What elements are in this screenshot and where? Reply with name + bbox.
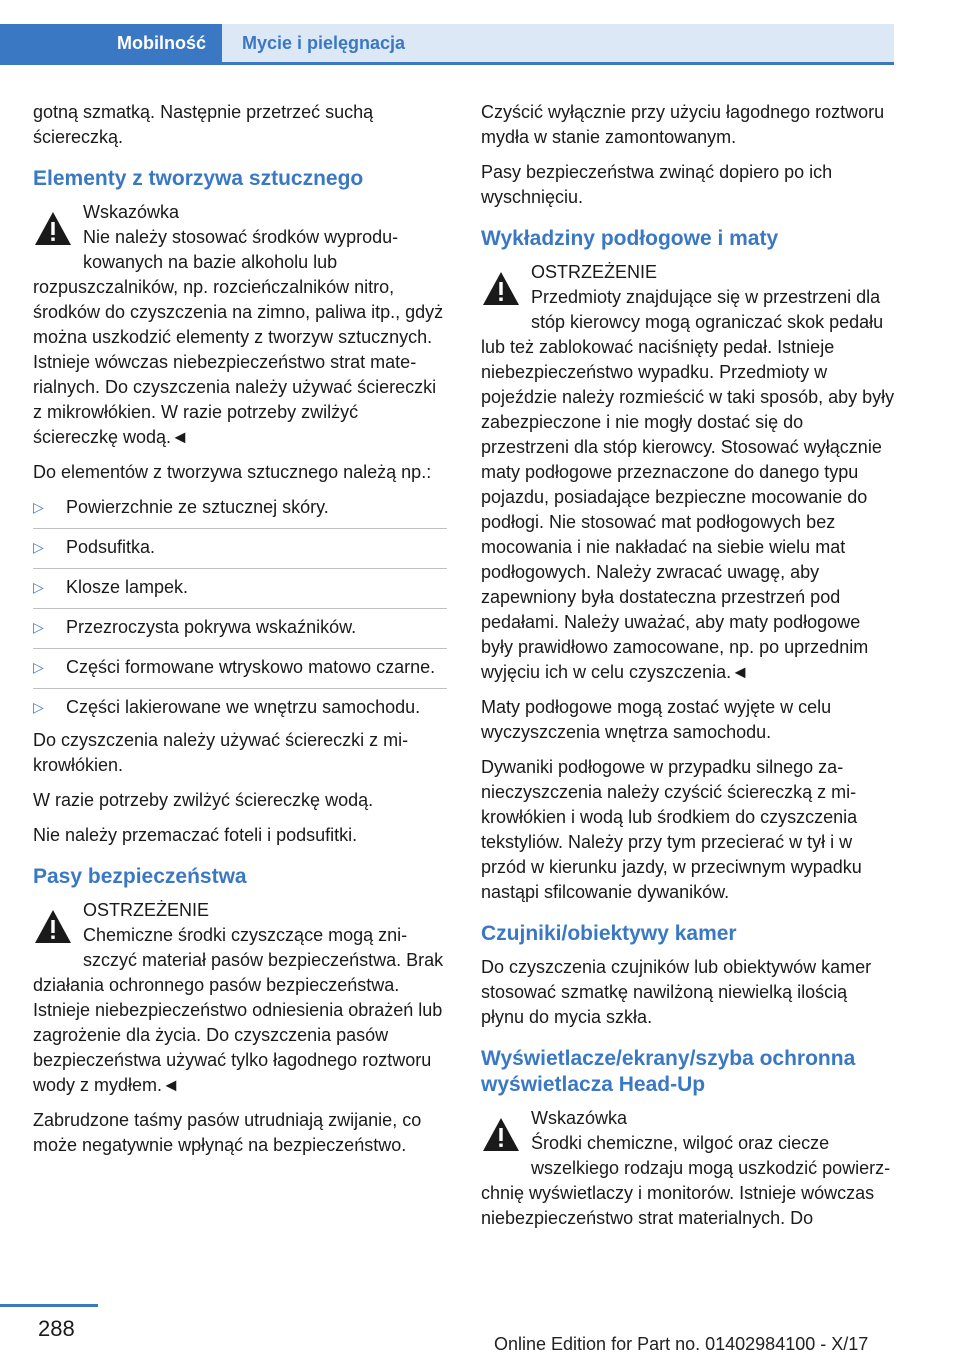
triangle-bullet-icon: ▷ xyxy=(33,619,44,635)
paragraph: Dywaniki podłogowe w przypadku silnego zanieczyszczenia należy czyścić ściereczką z mikrowłókien i wodą lub środkiem do czyszczenia tekstyliów. Należy przy tym przecierać w tył i w przód w kierunku jazdy, w przeciwnym wypadku nastąpi sfilcowanie dywaników. xyxy=(481,757,862,902)
paragraph: W razie potrzeby zwilżyć ściereczkę wodą. xyxy=(33,790,374,810)
warning-triangle-icon xyxy=(33,908,73,946)
warning-note xyxy=(481,1106,895,1231)
warning-triangle-icon xyxy=(481,270,521,308)
list-divider xyxy=(33,688,447,689)
warning-note xyxy=(33,898,447,1098)
triangle-bullet-icon: ▷ xyxy=(33,539,44,555)
section-heading-plastics: Elementy z tworzywa sztucznego xyxy=(33,167,364,190)
list-divider xyxy=(33,568,447,569)
section-heading-displays: Wyświetlacze/ekrany/szyba ochronna wyświetlacza Head-Up xyxy=(481,1047,856,1096)
edition-footer: Online Edition for Part no. 01402984100 - X/17 xyxy=(494,1334,869,1354)
warning-title: Wskazówka xyxy=(531,1108,628,1128)
warning-text: Przedmioty znajdujące się w przestrzeni dla stóp kierowcy mogą ograniczać skok pedału lub też zablokować naciśnięty pedał. Istnieje niebezpieczeństwo wypadku. Przedmioty w pojeździe należy rozmieścić w taki sposób, aby były zabezpieczone i nie mogły dostać się do przestrzeni dla stóp kierowcy. Stosować wyłącznie maty podłogowe przeznaczone do danego typu pojazdu, posiadające bezpieczne mocowanie do podłogi. Nie stosować mat podłogowych bez mocowania i nie nakładać na siebie wielu mat podłogowych. Należy zwracać uwagę, aby zapewniony była dostateczna przestrzeń pod pedałami. Należy uważać, aby maty podłogowe były prawidłowo zamocowane, np. po uprzednim wyjęciu ich w celu czyszczenia.◄ xyxy=(481,287,895,682)
triangle-bullet-icon: ▷ xyxy=(33,579,44,595)
paragraph: Do czyszczenia czujników lub obiektywów kamer stosować szmatkę nawilżoną niewielką ilością płynu do mycia szkła. xyxy=(481,957,872,1027)
list-item: ▷ Części lakierowane we wnętrzu samochodu. xyxy=(33,695,447,720)
warning-triangle-icon xyxy=(33,210,73,248)
list-item: ▷ Części formowane wtryskowo matowo czarne. xyxy=(33,655,447,680)
triangle-bullet-icon: ▷ xyxy=(33,499,44,515)
header-divider xyxy=(0,62,894,65)
page-number: 288 xyxy=(38,1316,75,1341)
section-heading-floor-mats: Wykładziny podłogowe i maty xyxy=(481,227,779,250)
list-divider xyxy=(33,648,447,649)
warning-title: OSTRZEŻENIE xyxy=(83,900,210,920)
paragraph: Pasy bezpieczeństwa zwinąć dopiero po ich wyschnięciu. xyxy=(481,162,833,207)
section-tab-washing-care: Mycie i pielęgnacja xyxy=(222,24,894,62)
left-column xyxy=(33,100,447,1168)
page-number-divider xyxy=(0,1304,98,1307)
paragraph: Czyścić wyłącznie przy użyciu łagodnego roztworu mydła w stanie zamontowanym. xyxy=(481,102,885,147)
list-divider xyxy=(33,608,447,609)
paragraph: Do czyszczenia należy używać ściereczki z mikrowłókien. xyxy=(33,730,409,775)
list-item: ▷ Podsufitka. xyxy=(33,535,447,560)
paragraph: Nie należy przemaczać foteli i podsufitki. xyxy=(33,825,358,845)
triangle-bullet-icon: ▷ xyxy=(33,699,44,715)
section-heading-seatbelts: Pasy bezpieczeństwa xyxy=(33,865,247,888)
warning-triangle-icon xyxy=(481,1116,521,1154)
section-tab-mobility: Mobilność xyxy=(0,24,222,62)
warning-title: Wskazówka xyxy=(83,202,180,222)
warning-text: Środki chemiczne, wilgoć oraz ciecze wszelkiego rodzaju mogą uszkodzić powierzchnię wyświetlaczy i monitorów. Istnieje wówczas niebezpieczeństwo strat materialnych. Do xyxy=(481,1133,891,1228)
triangle-bullet-icon: ▷ xyxy=(33,659,44,675)
paragraph: Zabrudzone taśmy pasów utrudniają zwijanie, co może negatywnie wpłynąć na bezpieczeństwo. xyxy=(33,1110,422,1155)
warning-note xyxy=(33,200,447,450)
plastic-parts-list xyxy=(33,495,447,720)
paragraph: gotną szmatką. Następnie przetrzeć suchą ściereczką. xyxy=(33,102,374,147)
list-item: ▷ Klosze lampek. xyxy=(33,575,447,600)
paragraph: Maty podłogowe mogą zostać wyjęte w celu wyczyszczenia wnętrza samochodu. xyxy=(481,697,832,742)
warning-note xyxy=(481,260,895,685)
list-item: ▷ Przezroczysta pokrywa wskaźników. xyxy=(33,615,447,640)
paragraph: Do elementów z tworzywa sztucznego należą np.: xyxy=(33,462,432,482)
right-column xyxy=(481,100,895,1241)
warning-text: Nie należy stosować środków wyprodukowanych na bazie alkoholu lub rozpuszczalników, np. rozcieńczalników nitro, środków do czyszczenia na zimno, paliwa itp., gdyż można uszkodzić elementy z tworzyw sztucznych. Istnieje wówczas niebezpieczeństwo strat materialnych. Do czyszczenia należy używać ściereczki z mikrowłókien. W razie potrzeby zwilżyć ściereczkę wodą.◄ xyxy=(33,227,444,447)
list-divider xyxy=(33,528,447,529)
warning-title: OSTRZEŻENIE xyxy=(531,262,658,282)
warning-text: Chemiczne środki czyszczące mogą zniszczyć materiał pasów bezpieczeństwa. Brak działania ochronnego pasów bezpieczeństwa. Istnieje niebezpieczeństwo odniesienia obrażeń lub zagrożenie dla życia. Do czyszczenia pasów bezpieczeństwa używać tylko łagodnego roztworu wody z mydłem.◄ xyxy=(33,925,444,1095)
list-item: ▷ Powierzchnie ze sztucznej skóry. xyxy=(33,495,447,520)
section-heading-sensors: Czujniki/obiektywy kamer xyxy=(481,922,737,945)
page-header xyxy=(0,24,960,64)
